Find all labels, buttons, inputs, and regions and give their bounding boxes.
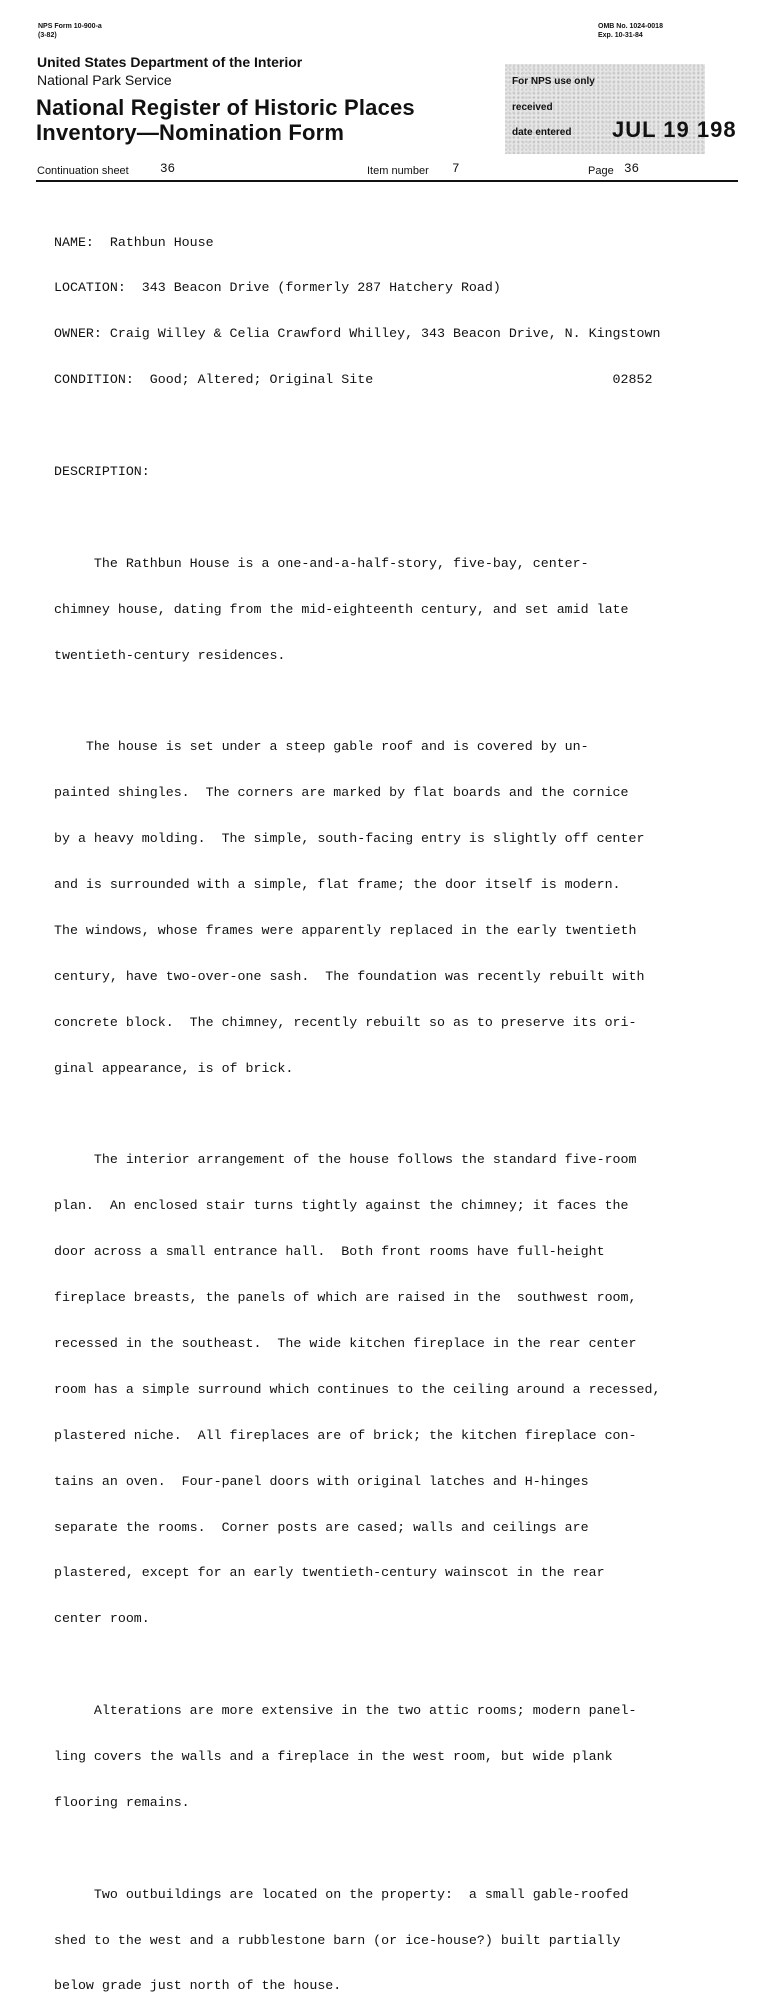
body-line: Alterations are more extensive in the two attic rooms; modern panel- <box>54 1703 637 1719</box>
body-line: CONDITION: Good; Altered; Original Site 02852 <box>54 372 653 388</box>
body-line: fireplace breasts, the panels of which are raised in the southwest room, <box>54 1290 637 1306</box>
body-line: by a heavy molding. The simple, south-facing entry is slightly off center <box>54 831 645 847</box>
body-line: door across a small entrance hall. Both front rooms have full-height <box>54 1244 605 1260</box>
omb-number: OMB No. 1024-0018 <box>598 23 663 30</box>
agency-name: United States Department of the Interior <box>37 54 303 70</box>
item-number-label: Item number <box>367 165 429 177</box>
body-line: below grade just north of the house. <box>54 1978 342 1994</box>
body-line: ginal appearance, is of brick. <box>54 1060 294 1076</box>
expiration-date: Exp. 10-31-84 <box>598 32 643 39</box>
nps-use-label: For NPS use only <box>512 76 595 87</box>
page-label: Page <box>588 165 614 177</box>
body-line: center room. <box>54 1611 150 1627</box>
page-value: 36 <box>624 162 640 176</box>
date-entered-label: date entered <box>512 127 572 138</box>
continuation-sheet-label: Continuation sheet <box>37 165 129 177</box>
form-title-line2: Inventory—Nomination Form <box>36 120 345 145</box>
body-line: OWNER: Craig Willey & Celia Crawford Whilley, 343 Beacon Drive, N. Kingstown <box>54 326 661 342</box>
body-line <box>54 1107 754 1122</box>
body-line: plastered, except for an early twentieth-century wainscot in the rear <box>54 1565 605 1581</box>
date-entered-stamp: JUL 19 198 <box>612 117 737 142</box>
body-line: painted shingles. The corners are marked by flat boards and the cornice <box>54 785 629 801</box>
description-body <box>54 204 754 2000</box>
body-line: The Rathbun House is a one-and-a-half-story, five-bay, center- <box>54 555 589 571</box>
body-line: ling covers the walls and a fireplace in the west room, but wide plank <box>54 1748 613 1764</box>
body-line: Two outbuildings are located on the property: a small gable-roofed <box>54 1886 629 1902</box>
service-name: National Park Service <box>37 72 172 88</box>
body-line <box>54 694 754 709</box>
body-line <box>54 510 754 525</box>
body-line: shed to the west and a rubblestone barn (or ice-house?) built partially <box>54 1932 621 1948</box>
body-line: LOCATION: 343 Beacon Drive (formerly 287 Hatchery Road) <box>54 280 501 296</box>
body-line: chimney house, dating from the mid-eighteenth century, and set amid late <box>54 601 629 617</box>
body-line: The interior arrangement of the house follows the standard five-room <box>54 1152 637 1168</box>
continuation-sheet-value: 36 <box>160 162 176 176</box>
item-number-value: 7 <box>452 162 460 176</box>
received-label: received <box>512 102 553 113</box>
body-line: separate the rooms. Corner posts are cased; walls and ceilings are <box>54 1519 589 1535</box>
body-line: tains an oven. Four-panel doors with original latches and H-hinges <box>54 1473 589 1489</box>
body-line: recessed in the southeast. The wide kitchen fireplace in the rear center <box>54 1335 637 1351</box>
form-title-line1: National Register of Historic Places <box>36 95 415 120</box>
body-line: century, have two-over-one sash. The foundation was recently rebuilt with <box>54 968 645 984</box>
body-line: The windows, whose frames were apparently replaced in the early twentieth <box>54 922 637 938</box>
body-line: concrete block. The chimney, recently rebuilt so as to preserve its ori- <box>54 1014 637 1030</box>
body-line: DESCRIPTION: <box>54 464 150 480</box>
header-rule <box>36 180 738 182</box>
body-line <box>54 1657 754 1672</box>
body-line: room has a simple surround which continues to the ceiling around a recessed, <box>54 1381 661 1397</box>
body-line: plan. An enclosed stair turns tightly against the chimney; it faces the <box>54 1198 629 1214</box>
form-date: (3-82) <box>38 32 57 39</box>
body-line: flooring remains. <box>54 1794 190 1810</box>
form-number: NPS Form 10-900-a <box>38 23 102 30</box>
body-line: NAME: Rathbun House <box>54 234 214 250</box>
body-line <box>54 418 754 433</box>
body-line: The house is set under a steep gable roof and is covered by un- <box>54 739 589 755</box>
body-line: and is surrounded with a simple, flat frame; the door itself is modern. <box>54 877 621 893</box>
body-line: plastered niche. All fireplaces are of brick; the kitchen fireplace con- <box>54 1427 637 1443</box>
body-line <box>54 1841 754 1856</box>
body-line: twentieth-century residences. <box>54 647 286 663</box>
